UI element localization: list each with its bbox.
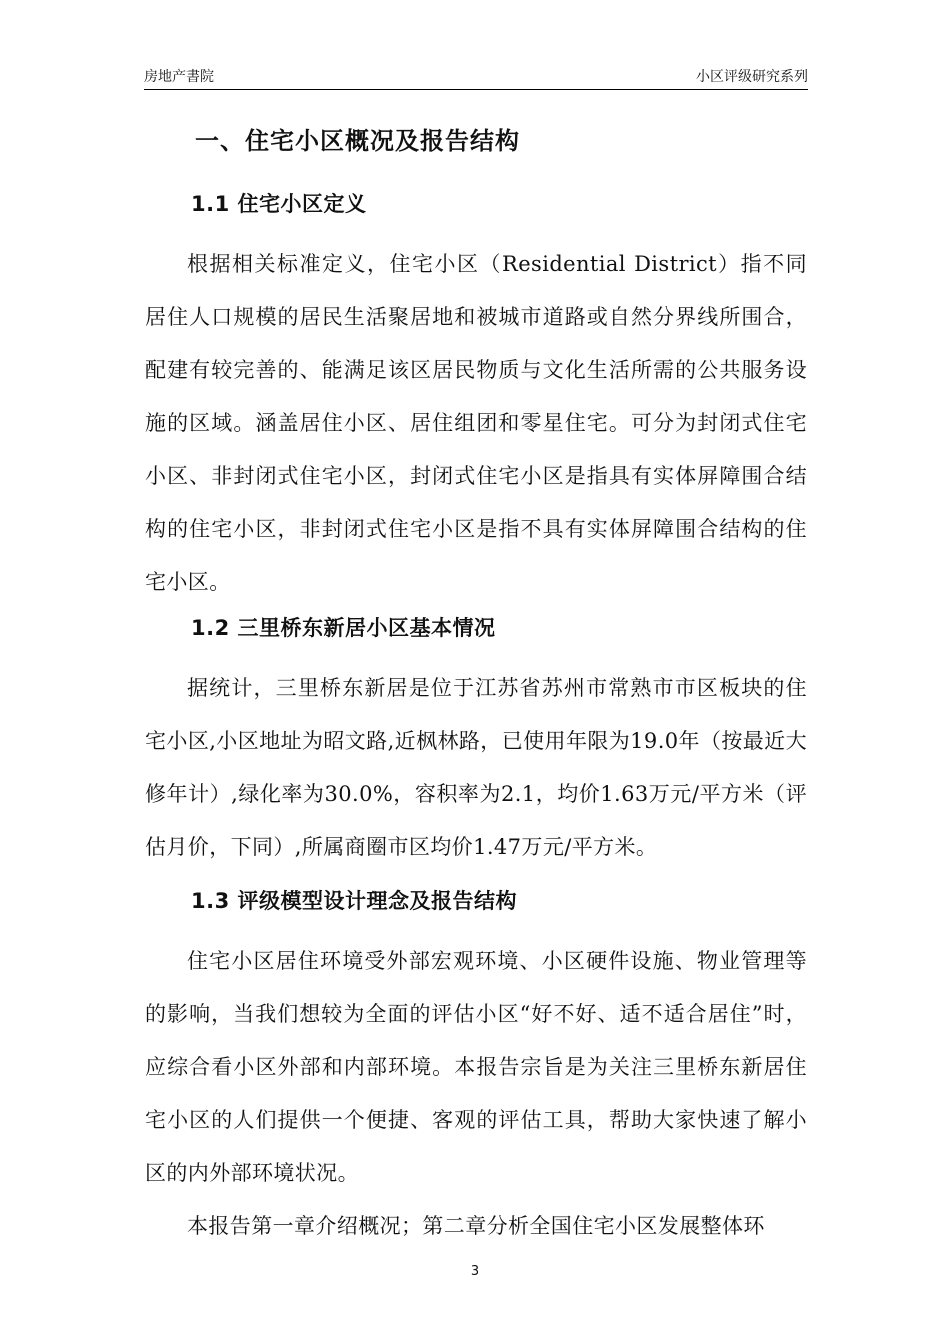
section-title-1-1: 1.1 住宅小区定义 [191, 192, 367, 216]
section-1-2-paragraph: 据统计，三里桥东新居是位于江苏省苏州市常熟市市区板块的住宅小区,小区地址为昭文路,近枫林路，已使用年限为19.0年（按最近大修年计）,绿化率为30.0%，容积率为2.1，均价1.63万元/平方米（评估月价，下同）,所属商圈市区均价1.47万元/平方米。 [145, 676, 807, 859]
header-divider [144, 89, 808, 90]
section-title-1-2: 1.2 三里桥东新居小区基本情况 [191, 616, 496, 640]
chapter-title: 一、住宅小区概况及报告结构 [195, 127, 520, 155]
page-header [144, 66, 808, 90]
section-1-3-paragraph-1: 住宅小区居住环境受外部宏观环境、小区硬件设施、物业管理等的影响，当我们想较为全面的评估小区“好不好、适不适合居住”时，应综合看小区外部和内部环境。本报告宗旨是为关注三里桥东新居住宅小区的人们提供一个便捷、客观的评估工具，帮助大家快速了解小区的内外部环境状况。 [145, 949, 807, 1185]
section-1-1-paragraph: 根据相关标准定义，住宅小区（Residential District）指不同居住人口规模的居民生活聚居地和被城市道路或自然分界线所围合，配建有较完善的、能满足该区居民物质与文化生活所需的公共服务设施的区域。涵盖居住小区、居住组团和零星住宅。可分为封闭式住宅小区、非封闭式住宅小区，封闭式住宅小区是指具有实体屏障围合结构的住宅小区，非封闭式住宅小区是指不具有实体屏障围合结构的住宅小区。 [145, 252, 807, 594]
header-publisher: 房地产書院 [144, 69, 214, 85]
section-1-3-paragraph-2: 本报告第一章介绍概况；第二章分析全国住宅小区发展整体环 [187, 1214, 765, 1238]
page-number: 3 [470, 1264, 480, 1279]
section-title-1-3: 1.3 评级模型设计理念及报告结构 [191, 889, 518, 913]
header-series: 小区评级研究系列 [696, 69, 808, 85]
